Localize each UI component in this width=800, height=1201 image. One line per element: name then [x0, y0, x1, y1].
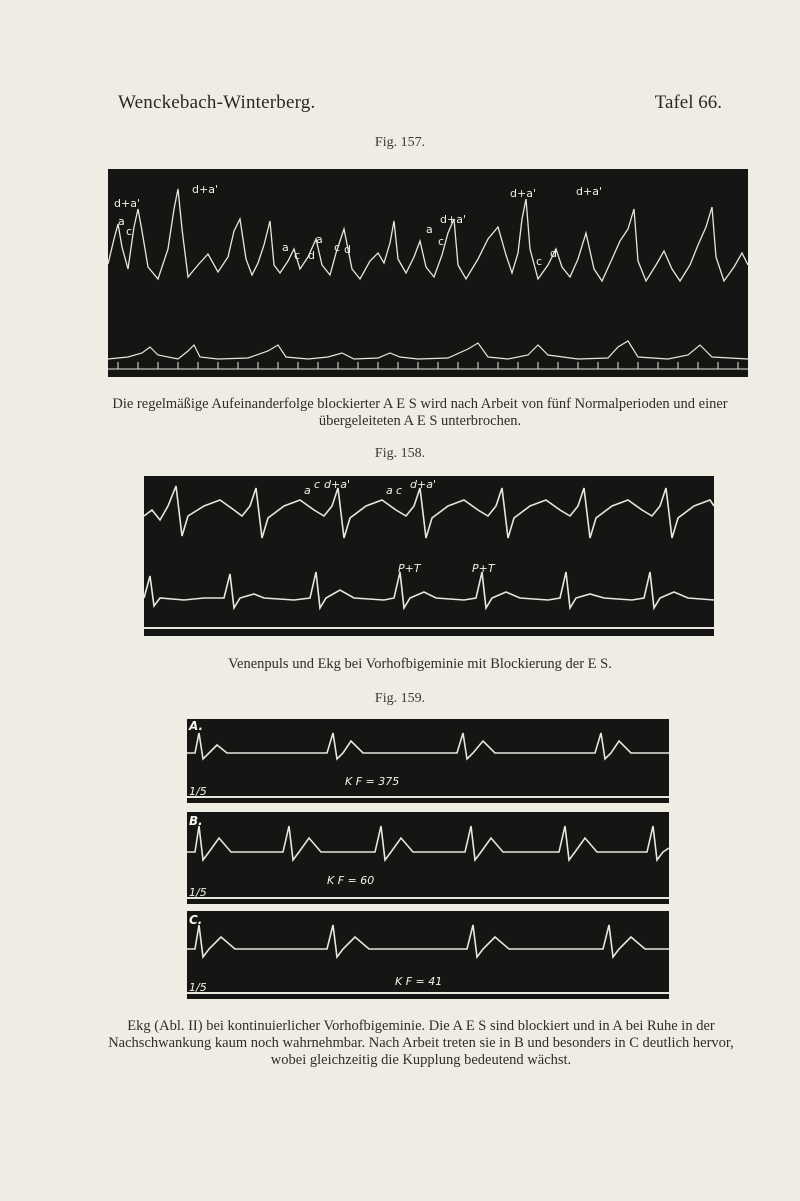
fig-157-annotation: c — [334, 241, 341, 254]
fig-157-annotation: c — [438, 235, 445, 248]
fig-157-annotation: a — [426, 223, 433, 236]
fig-159-panel-a — [187, 719, 669, 803]
fig-158-svg — [144, 476, 714, 636]
fig-157-annotation: c — [536, 255, 543, 268]
fig-157-time-marks — [108, 362, 748, 369]
fig-159-panel-c — [187, 911, 669, 999]
fig-157-annotation: a — [118, 215, 125, 228]
fig-159-panel-b-kf: K F = 60 — [327, 874, 375, 887]
fig-157-annotation: d+a' — [114, 197, 140, 210]
fig-159-panel-b-letter: B. — [189, 814, 203, 828]
fig-157-caption: Die regelmäßige Aufeinanderfolge blockierter A E S wird nach Arbeit von fünf Normalperioden und einer übergeleiteten A E S unterbrochen. — [112, 396, 728, 429]
fig-159-panel-a-ecg — [187, 733, 669, 759]
fig-159-panel-b-svg — [187, 812, 669, 904]
fig-157-annotation: d — [550, 247, 557, 260]
fig-159-panel-b-ecg — [187, 826, 669, 860]
fig-157-tracing — [108, 169, 748, 377]
fig-157-annotation: a — [282, 241, 289, 254]
fig-158-annotation: P+T — [472, 562, 495, 575]
fig-159-panel-a-kf: K F = 375 — [345, 775, 400, 788]
fig-158-tracing — [144, 476, 714, 636]
fig-157-annotation: d+a' — [510, 187, 536, 200]
fig-157-annotation: d+a' — [576, 185, 602, 198]
fig-158-venous-pulse — [144, 486, 714, 538]
fig-159-panel-a-svg — [187, 719, 669, 803]
fig-159-label: Fig. 159. — [374, 691, 426, 706]
plate-number: Tafel 66. — [654, 92, 722, 113]
fig-157-ecg — [108, 341, 748, 359]
fig-158-annotation: c — [396, 484, 403, 497]
fig-159-panel-b — [187, 812, 669, 904]
fig-158-caption: Venenpuls und Ekg bei Vorhofbigeminie mit Blockierung der E S. — [228, 656, 612, 672]
fig-159-panel-a-time: 1/5 — [189, 785, 207, 798]
running-head-author: Wenckebach-Winterberg. — [118, 92, 316, 113]
fig-159-panel-c-kf: K F = 41 — [395, 975, 443, 988]
fig-159-panel-a-letter: A. — [189, 719, 204, 733]
fig-157-annotation: d — [344, 243, 351, 256]
fig-159-caption: Ekg (Abl. II) bei kontinuierlicher Vorhofbigeminie. Die A E S sind blockiert und in A bei Ruhe in der Nachschwankung kaum noch wahrnehmbar. Nach Arbeit treten sie in B und besonders in C deutlich hervor, wobei gleichzeitig die Kupplung bedeutend wächst. — [108, 1018, 734, 1068]
fig-158-annotation: P+T — [398, 562, 421, 575]
fig-158-annotation: d+a' — [410, 478, 436, 491]
fig-157-annotation: d — [308, 249, 315, 262]
fig-158-annotation: a — [386, 484, 393, 497]
fig-157-annotation: c — [294, 249, 301, 262]
fig-157-annotation: c — [126, 225, 133, 238]
fig-157-annotation: a — [316, 233, 323, 246]
fig-157-annotation: d+a' — [440, 213, 466, 226]
fig-158-label: Fig. 158. — [374, 446, 426, 461]
fig-157-annotation: d+a' — [192, 183, 218, 196]
fig-158-ecg — [144, 572, 714, 608]
fig-159-panel-b-time: 1/5 — [189, 886, 207, 899]
fig-158-annotation: d+a' — [324, 478, 350, 491]
fig-157-svg — [108, 169, 748, 377]
fig-159-panel-c-ecg — [187, 925, 669, 957]
fig-158-annotation: c — [314, 478, 321, 491]
fig-157-label: Fig. 157. — [374, 135, 426, 150]
fig-158-annotation: a — [304, 484, 311, 497]
fig-159-panel-c-letter: C. — [189, 913, 203, 927]
fig-159-panel-c-time: 1/5 — [189, 981, 207, 994]
